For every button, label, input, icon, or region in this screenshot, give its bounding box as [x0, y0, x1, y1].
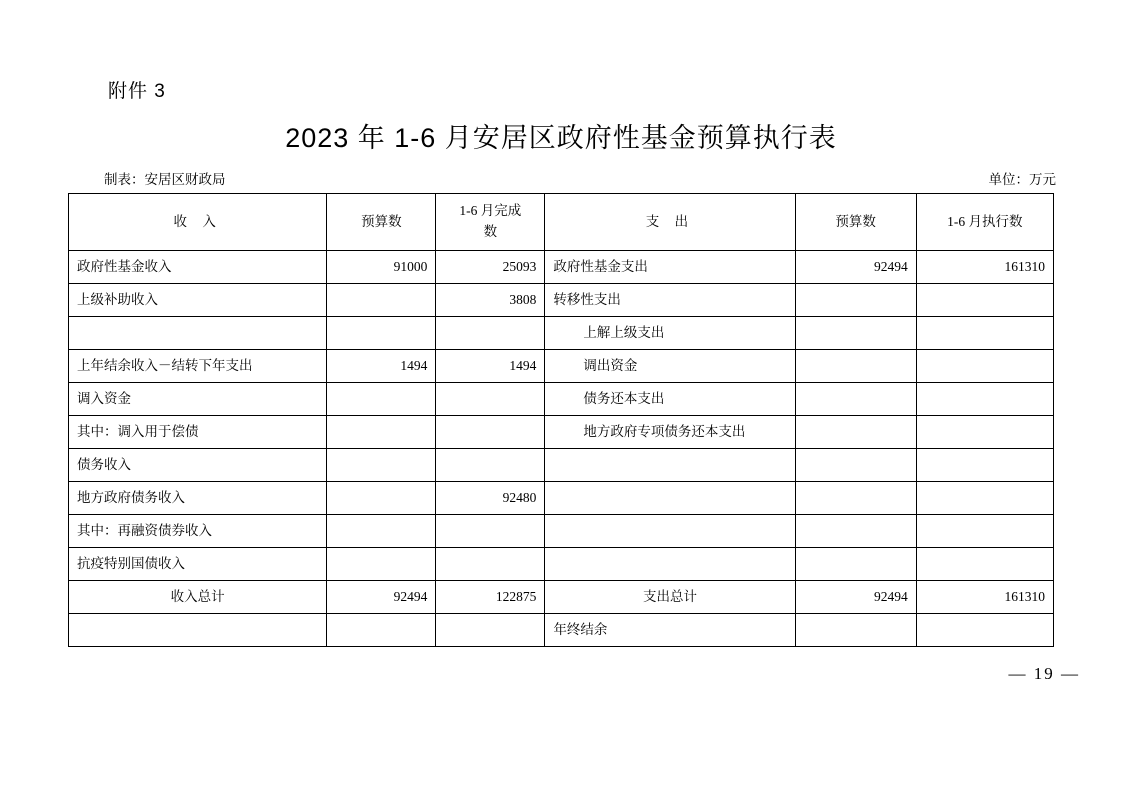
cell-expense-done [916, 515, 1053, 548]
header-income-done [436, 194, 545, 251]
table-row [69, 548, 1054, 581]
cell-income-name: 抗疫特别国债收入 [69, 548, 327, 581]
header-income-name: 收 入 [69, 194, 327, 251]
table-row [69, 449, 1054, 482]
cell-income-done [436, 317, 545, 350]
budget-execution-table [68, 193, 1054, 647]
cell-expense-name: 债务还本支出 [545, 383, 795, 416]
cell-expense-name [545, 515, 795, 548]
table-total-row [69, 581, 1054, 614]
cell-expense-done [916, 416, 1053, 449]
cell-expense-budget [795, 515, 916, 548]
table-header-row [69, 194, 1054, 251]
cell-final-income-budget [327, 614, 436, 647]
prepared-by-label: 制表：安居区财政局 [104, 172, 226, 187]
header-income-done-line1: 1-6 月完成 [459, 203, 522, 219]
attachment-label: 附件 3 [108, 81, 166, 102]
cell-expense-budget [795, 416, 916, 449]
cell-total-expense-done: 161310 [916, 581, 1053, 614]
cell-income-name: 政府性基金收入 [69, 251, 327, 284]
cell-final-income-name [69, 614, 327, 647]
cell-expense-budget [795, 383, 916, 416]
cell-final-expense-name: 年终结余 [545, 614, 795, 647]
cell-income-done: 3808 [436, 284, 545, 317]
cell-expense-budget [795, 449, 916, 482]
cell-income-done: 1494 [436, 350, 545, 383]
header-expense-done: 1-6 月执行数 [916, 194, 1053, 251]
cell-income-budget [327, 383, 436, 416]
cell-income-name: 其中：调入用于偿债 [69, 416, 327, 449]
table-final-row [69, 614, 1054, 647]
cell-expense-name: 地方政府专项债务还本支出 [545, 416, 795, 449]
cell-final-income-done [436, 614, 545, 647]
cell-expense-budget [795, 482, 916, 515]
cell-expense-budget [795, 350, 916, 383]
table-meta-row [104, 168, 1056, 188]
cell-income-budget [327, 284, 436, 317]
cell-income-budget [327, 482, 436, 515]
cell-income-budget [327, 449, 436, 482]
cell-income-budget [327, 317, 436, 350]
header-income-budget: 预算数 [327, 194, 436, 251]
table-row [69, 383, 1054, 416]
cell-income-done: 25093 [436, 251, 545, 284]
cell-income-name: 调入资金 [69, 383, 327, 416]
cell-expense-done [916, 383, 1053, 416]
cell-expense-budget [795, 317, 916, 350]
cell-expense-done [916, 317, 1053, 350]
cell-income-done [436, 515, 545, 548]
cell-total-expense-budget: 92494 [795, 581, 916, 614]
header-expense-budget: 预算数 [795, 194, 916, 251]
cell-expense-budget [795, 284, 916, 317]
cell-expense-name: 调出资金 [545, 350, 795, 383]
table-row [69, 350, 1054, 383]
header-expense-name: 支 出 [545, 194, 795, 251]
cell-expense-name [545, 482, 795, 515]
table-row [69, 251, 1054, 284]
cell-expense-name: 转移性支出 [545, 284, 795, 317]
cell-income-budget: 1494 [327, 350, 436, 383]
cell-income-budget [327, 548, 436, 581]
cell-income-name: 上级补助收入 [69, 284, 327, 317]
cell-expense-budget: 92494 [795, 251, 916, 284]
table-row [69, 416, 1054, 449]
cell-final-expense-budget [795, 614, 916, 647]
cell-expense-name [545, 449, 795, 482]
cell-total-income-done: 122875 [436, 581, 545, 614]
cell-income-done [436, 449, 545, 482]
cell-expense-budget [795, 548, 916, 581]
cell-expense-done [916, 548, 1053, 581]
table-row [69, 284, 1054, 317]
cell-final-expense-done [916, 614, 1053, 647]
page-title: 2023 年 1-6 月安居区政府性基金预算执行表 [285, 123, 837, 153]
cell-expense-done [916, 482, 1053, 515]
cell-total-income-budget: 92494 [327, 581, 436, 614]
cell-expense-done [916, 449, 1053, 482]
cell-income-done [436, 383, 545, 416]
header-income-done-line2: 数 [483, 224, 498, 239]
cell-income-budget: 91000 [327, 251, 436, 284]
cell-expense-name [545, 548, 795, 581]
cell-income-name: 其中：再融资债券收入 [69, 515, 327, 548]
unit-note-label: 单位：万元 [988, 172, 1056, 187]
cell-income-name [69, 317, 327, 350]
cell-expense-done [916, 284, 1053, 317]
cell-expense-done [916, 350, 1053, 383]
cell-income-name: 债务收入 [69, 449, 327, 482]
cell-expense-done: 161310 [916, 251, 1053, 284]
cell-expense-name: 上解上级支出 [545, 317, 795, 350]
cell-income-budget [327, 416, 436, 449]
table-row [69, 317, 1054, 350]
cell-income-done: 92480 [436, 482, 545, 515]
table-row [69, 482, 1054, 515]
cell-total-income-name: 收入总计 [69, 581, 327, 614]
cell-income-name: 地方政府债务收入 [69, 482, 327, 515]
cell-income-done [436, 416, 545, 449]
cell-income-done [436, 548, 545, 581]
cell-income-name: 上年结余收入－结转下年支出 [69, 350, 327, 383]
page-number: — 19 — [1008, 664, 1080, 683]
cell-expense-name: 政府性基金支出 [545, 251, 795, 284]
cell-total-expense-name: 支出总计 [545, 581, 795, 614]
table-row [69, 515, 1054, 548]
cell-income-budget [327, 515, 436, 548]
